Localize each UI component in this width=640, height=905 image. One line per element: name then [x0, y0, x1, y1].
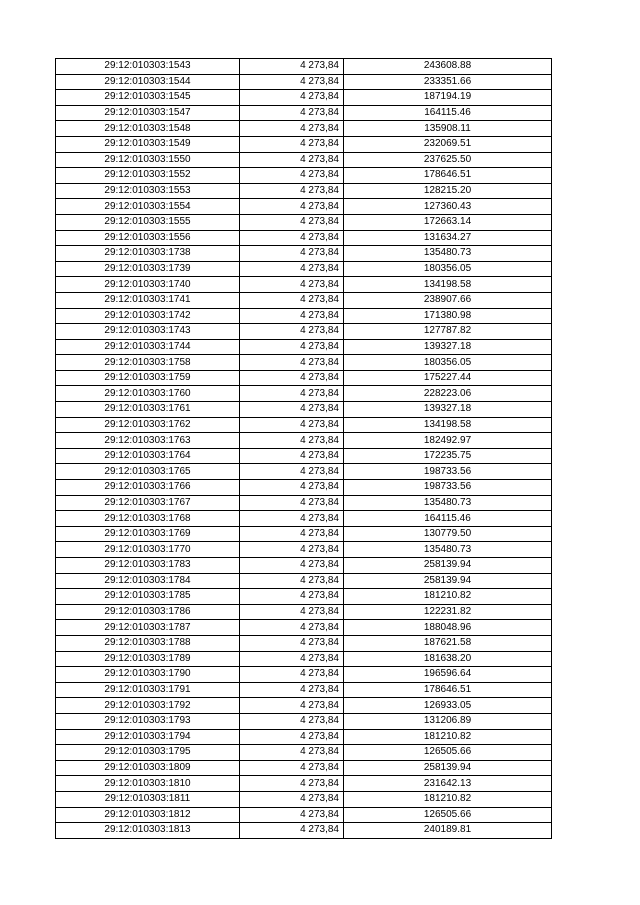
value-cell: 231642.13	[344, 776, 552, 792]
cadastral-number-cell: 29:12:010303:1785	[56, 589, 240, 605]
value-cell: 196596.64	[344, 667, 552, 683]
table-row	[56, 277, 552, 293]
cadastral-number-cell: 29:12:010303:1554	[56, 199, 240, 215]
value-cell: 258139.94	[344, 760, 552, 776]
area-cell: 4 273,84	[240, 713, 344, 729]
area-cell: 4 273,84	[240, 370, 344, 386]
value-cell: 232069.51	[344, 136, 552, 152]
table-row	[56, 199, 552, 215]
area-cell: 4 273,84	[240, 682, 344, 698]
cadastral-number-cell: 29:12:010303:1740	[56, 277, 240, 293]
table-row	[56, 90, 552, 106]
table-row	[56, 355, 552, 371]
table-row	[56, 760, 552, 776]
table-row	[56, 183, 552, 199]
table-row	[56, 573, 552, 589]
cadastral-number-cell: 29:12:010303:1738	[56, 246, 240, 262]
value-cell: 180356.05	[344, 355, 552, 371]
cadastral-number-cell: 29:12:010303:1788	[56, 635, 240, 651]
value-cell: 175227.44	[344, 370, 552, 386]
area-cell: 4 273,84	[240, 573, 344, 589]
value-cell: 126505.66	[344, 807, 552, 823]
table-row	[56, 464, 552, 480]
value-cell: 198733.56	[344, 480, 552, 496]
cadastral-number-cell: 29:12:010303:1795	[56, 745, 240, 761]
area-cell: 4 273,84	[240, 402, 344, 418]
cadastral-number-cell: 29:12:010303:1759	[56, 370, 240, 386]
table-row	[56, 807, 552, 823]
cadastral-number-cell: 29:12:010303:1765	[56, 464, 240, 480]
area-cell: 4 273,84	[240, 183, 344, 199]
value-cell: 198733.56	[344, 464, 552, 480]
cadastral-number-cell: 29:12:010303:1550	[56, 152, 240, 168]
area-cell: 4 273,84	[240, 230, 344, 246]
table-row	[56, 542, 552, 558]
area-cell: 4 273,84	[240, 776, 344, 792]
area-cell: 4 273,84	[240, 199, 344, 215]
area-cell: 4 273,84	[240, 760, 344, 776]
area-cell: 4 273,84	[240, 558, 344, 574]
area-cell: 4 273,84	[240, 604, 344, 620]
area-cell: 4 273,84	[240, 308, 344, 324]
value-cell: 131206.89	[344, 713, 552, 729]
cadastral-number-cell: 29:12:010303:1553	[56, 183, 240, 199]
table-row	[56, 823, 552, 839]
value-cell: 126505.66	[344, 745, 552, 761]
area-cell: 4 273,84	[240, 791, 344, 807]
cadastral-number-cell: 29:12:010303:1789	[56, 651, 240, 667]
area-cell: 4 273,84	[240, 277, 344, 293]
cadastral-number-cell: 29:12:010303:1809	[56, 760, 240, 776]
area-cell: 4 273,84	[240, 152, 344, 168]
table-row	[56, 152, 552, 168]
table-row	[56, 448, 552, 464]
area-cell: 4 273,84	[240, 823, 344, 839]
cadastral-number-cell: 29:12:010303:1543	[56, 59, 240, 75]
table-row	[56, 526, 552, 542]
cadastral-number-cell: 29:12:010303:1764	[56, 448, 240, 464]
cadastral-number-cell: 29:12:010303:1556	[56, 230, 240, 246]
cadastral-number-cell: 29:12:010303:1794	[56, 729, 240, 745]
table-row	[56, 136, 552, 152]
value-cell: 134198.58	[344, 417, 552, 433]
table-row	[56, 495, 552, 511]
cadastral-number-cell: 29:12:010303:1758	[56, 355, 240, 371]
value-cell: 127787.82	[344, 324, 552, 340]
value-cell: 243608.88	[344, 59, 552, 75]
value-cell: 178646.51	[344, 682, 552, 698]
table-row	[56, 589, 552, 605]
table-row	[56, 729, 552, 745]
area-cell: 4 273,84	[240, 168, 344, 184]
area-cell: 4 273,84	[240, 495, 344, 511]
cadastral-number-cell: 29:12:010303:1545	[56, 90, 240, 106]
cadastral-number-cell: 29:12:010303:1544	[56, 74, 240, 90]
table-row	[56, 433, 552, 449]
area-cell: 4 273,84	[240, 324, 344, 340]
cadastral-number-cell: 29:12:010303:1792	[56, 698, 240, 714]
table-row	[56, 168, 552, 184]
area-cell: 4 273,84	[240, 589, 344, 605]
area-cell: 4 273,84	[240, 667, 344, 683]
value-cell: 128215.20	[344, 183, 552, 199]
value-cell: 135480.73	[344, 246, 552, 262]
value-cell: 181638.20	[344, 651, 552, 667]
cadastral-value-table	[55, 58, 552, 839]
area-cell: 4 273,84	[240, 105, 344, 121]
cadastral-number-cell: 29:12:010303:1791	[56, 682, 240, 698]
cadastral-number-cell: 29:12:010303:1762	[56, 417, 240, 433]
table-row	[56, 324, 552, 340]
cadastral-number-cell: 29:12:010303:1555	[56, 214, 240, 230]
table-row	[56, 620, 552, 636]
table-row	[56, 386, 552, 402]
area-cell: 4 273,84	[240, 651, 344, 667]
value-cell: 233351.66	[344, 74, 552, 90]
table-row	[56, 370, 552, 386]
value-cell: 181210.82	[344, 729, 552, 745]
table-row	[56, 105, 552, 121]
cadastral-number-cell: 29:12:010303:1763	[56, 433, 240, 449]
table-row	[56, 74, 552, 90]
area-cell: 4 273,84	[240, 246, 344, 262]
value-cell: 181210.82	[344, 589, 552, 605]
cadastral-number-cell: 29:12:010303:1786	[56, 604, 240, 620]
table-row	[56, 339, 552, 355]
cadastral-number-cell: 29:12:010303:1770	[56, 542, 240, 558]
cadastral-number-cell: 29:12:010303:1793	[56, 713, 240, 729]
value-cell: 237625.50	[344, 152, 552, 168]
cadastral-number-cell: 29:12:010303:1552	[56, 168, 240, 184]
cadastral-number-cell: 29:12:010303:1761	[56, 402, 240, 418]
table-row	[56, 698, 552, 714]
area-cell: 4 273,84	[240, 729, 344, 745]
table-row	[56, 480, 552, 496]
value-cell: 164115.46	[344, 105, 552, 121]
value-cell: 258139.94	[344, 558, 552, 574]
table-row	[56, 776, 552, 792]
table-row	[56, 791, 552, 807]
area-cell: 4 273,84	[240, 292, 344, 308]
table-row	[56, 292, 552, 308]
value-cell: 130779.50	[344, 526, 552, 542]
value-cell: 127360.43	[344, 199, 552, 215]
cadastral-number-cell: 29:12:010303:1739	[56, 261, 240, 277]
area-cell: 4 273,84	[240, 74, 344, 90]
area-cell: 4 273,84	[240, 59, 344, 75]
table-row	[56, 59, 552, 75]
cadastral-number-cell: 29:12:010303:1768	[56, 511, 240, 527]
table-row	[56, 308, 552, 324]
value-cell: 135480.73	[344, 495, 552, 511]
value-cell: 164115.46	[344, 511, 552, 527]
cadastral-number-cell: 29:12:010303:1787	[56, 620, 240, 636]
table-row	[56, 246, 552, 262]
value-cell: 126933.05	[344, 698, 552, 714]
table-row	[56, 121, 552, 137]
table-row	[56, 667, 552, 683]
table-body	[56, 59, 552, 839]
table-row	[56, 558, 552, 574]
cadastral-number-cell: 29:12:010303:1784	[56, 573, 240, 589]
cadastral-number-cell: 29:12:010303:1810	[56, 776, 240, 792]
table-row	[56, 682, 552, 698]
value-cell: 139327.18	[344, 339, 552, 355]
area-cell: 4 273,84	[240, 386, 344, 402]
value-cell: 172663.14	[344, 214, 552, 230]
cadastral-number-cell: 29:12:010303:1741	[56, 292, 240, 308]
area-cell: 4 273,84	[240, 745, 344, 761]
value-cell: 171380.98	[344, 308, 552, 324]
value-cell: 131634.27	[344, 230, 552, 246]
cadastral-number-cell: 29:12:010303:1549	[56, 136, 240, 152]
table-row	[56, 417, 552, 433]
table-row	[56, 230, 552, 246]
cadastral-number-cell: 29:12:010303:1767	[56, 495, 240, 511]
cadastral-number-cell: 29:12:010303:1547	[56, 105, 240, 121]
cadastral-number-cell: 29:12:010303:1760	[56, 386, 240, 402]
value-cell: 178646.51	[344, 168, 552, 184]
cadastral-number-cell: 29:12:010303:1790	[56, 667, 240, 683]
table-row	[56, 713, 552, 729]
cadastral-number-cell: 29:12:010303:1811	[56, 791, 240, 807]
value-cell: 228223.06	[344, 386, 552, 402]
value-cell: 122231.82	[344, 604, 552, 620]
value-cell: 135480.73	[344, 542, 552, 558]
cadastral-number-cell: 29:12:010303:1813	[56, 823, 240, 839]
cadastral-number-cell: 29:12:010303:1769	[56, 526, 240, 542]
cadastral-number-cell: 29:12:010303:1766	[56, 480, 240, 496]
value-cell: 188048.96	[344, 620, 552, 636]
value-cell: 182492.97	[344, 433, 552, 449]
area-cell: 4 273,84	[240, 121, 344, 137]
value-cell: 258139.94	[344, 573, 552, 589]
area-cell: 4 273,84	[240, 464, 344, 480]
table-row	[56, 651, 552, 667]
table-row	[56, 511, 552, 527]
table-row	[56, 635, 552, 651]
cadastral-number-cell: 29:12:010303:1812	[56, 807, 240, 823]
value-cell: 139327.18	[344, 402, 552, 418]
table-row	[56, 402, 552, 418]
value-cell: 135908.11	[344, 121, 552, 137]
cadastral-number-cell: 29:12:010303:1743	[56, 324, 240, 340]
area-cell: 4 273,84	[240, 214, 344, 230]
cadastral-number-cell: 29:12:010303:1783	[56, 558, 240, 574]
cadastral-number-cell: 29:12:010303:1742	[56, 308, 240, 324]
value-cell: 187621.58	[344, 635, 552, 651]
area-cell: 4 273,84	[240, 480, 344, 496]
value-cell: 238907.66	[344, 292, 552, 308]
value-cell: 187194.19	[344, 90, 552, 106]
value-cell: 172235.75	[344, 448, 552, 464]
value-cell: 181210.82	[344, 791, 552, 807]
table-row	[56, 604, 552, 620]
area-cell: 4 273,84	[240, 339, 344, 355]
area-cell: 4 273,84	[240, 698, 344, 714]
area-cell: 4 273,84	[240, 511, 344, 527]
area-cell: 4 273,84	[240, 417, 344, 433]
cadastral-number-cell: 29:12:010303:1744	[56, 339, 240, 355]
area-cell: 4 273,84	[240, 136, 344, 152]
value-cell: 180356.05	[344, 261, 552, 277]
area-cell: 4 273,84	[240, 542, 344, 558]
area-cell: 4 273,84	[240, 90, 344, 106]
area-cell: 4 273,84	[240, 526, 344, 542]
area-cell: 4 273,84	[240, 620, 344, 636]
table-row	[56, 261, 552, 277]
area-cell: 4 273,84	[240, 433, 344, 449]
area-cell: 4 273,84	[240, 807, 344, 823]
value-cell: 240189.81	[344, 823, 552, 839]
area-cell: 4 273,84	[240, 635, 344, 651]
table-row	[56, 745, 552, 761]
value-cell: 134198.58	[344, 277, 552, 293]
cadastral-number-cell: 29:12:010303:1548	[56, 121, 240, 137]
area-cell: 4 273,84	[240, 355, 344, 371]
table-row	[56, 214, 552, 230]
area-cell: 4 273,84	[240, 448, 344, 464]
area-cell: 4 273,84	[240, 261, 344, 277]
